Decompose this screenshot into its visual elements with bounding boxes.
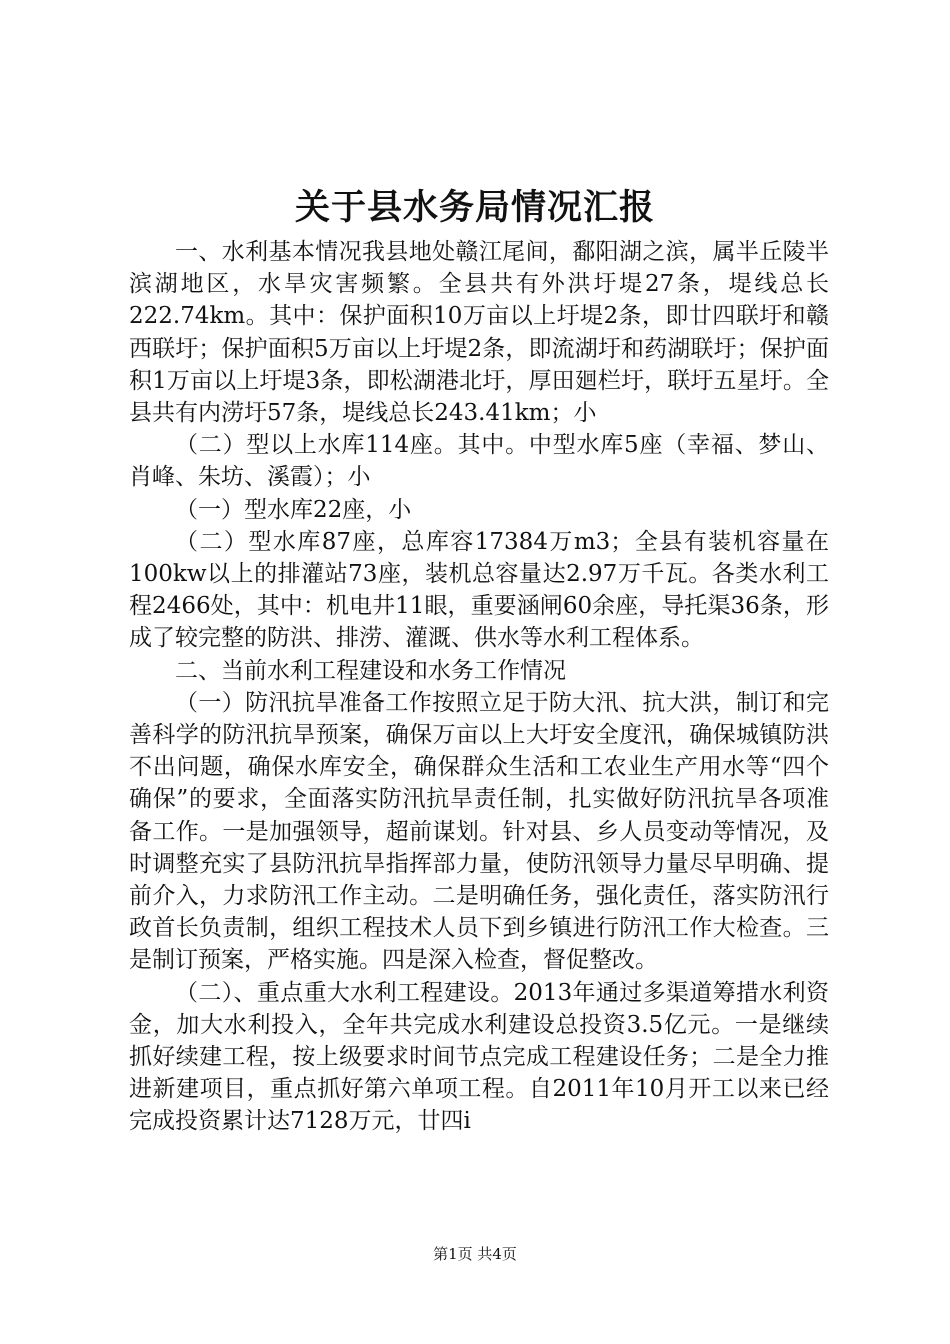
paragraph: （二）、重点重大水利工程建设。2013年通过多渠道筹措水利资金，加大水利投入，全年共完成水利建设总投资3.5亿元。一是继续抓好续建工程，按上级要求时间节点完成工程建设任务；二是全力推进新建项目，重点抓好第六单项工程。自2011年10月开工以来已经完成投资累计达7128万元，廿四i (129, 979, 829, 1135)
paragraph: （二）型以上水库114座。其中。中型水库5座（幸福、梦山、肖峰、朱坊、溪霞）；小 (129, 432, 829, 491)
paragraph: 二、当前水利工程建设和水务工作情况 (175, 657, 566, 684)
paragraph: （一）型水库22座，小 (175, 496, 412, 523)
page-number-footer: 第1页 共4页 (433, 1245, 517, 1263)
document-title: 关于县水务局情况汇报 (294, 187, 655, 228)
paragraph: （一）防汛抗旱准备工作按照立足于防大汛、抗大洪，制订和完善科学的防汛抗旱预案，确保万亩以上大圩安全度汛，确保城镇防洪不出问题，确保水库安全，确保群众生活和工农业生产用水等“四个确保”的要求，全面落实防汛抗旱责任制，扎实做好防汛抗旱各项准备工作。一是加强领导，超前谋划。针对县、乡人员变动等情况，及时调整充实了县防汛抗旱指挥部力量，使防汛领导力量尽早明确、提前介入，力求防汛工作主动。二是明确任务，强化责任，落实防汛行政首长负责制，组织工程技术人员下到乡镇进行防汛工作大检查。三是制订预案，严格实施。四是深入检查，督促整改。 (129, 689, 829, 974)
paragraph: 一、水利基本情况我县地处赣江尾间，鄱阳湖之滨，属半丘陵半滨湖地区，水旱灾害频繁。全县共有外洪圩堤27条，堤线总长222.74km。其中：保护面积10万亩以上圩堤2条，即廿四联圩和赣西联圩；保护面积5万亩以上圩堤2条，即流湖圩和药湖联圩；保护面积1万亩以上圩堤3条，即松湖港北圩，厚田廻栏圩，联圩五星圩。全县共有内涝圩57条，堤线总长243.41km；小 (129, 239, 829, 427)
paragraph: （二）型水库87座，总库容17384万m3；全县有装机容量在100kw以上的排灌站73座，装机总容量达2.97万千瓦。各类水利工程2466处，其中：机电井11眼，重要涵闸60余座，导托渠36条，形成了较完整的防洪、排涝、灌溉、供水等水利工程体系。 (129, 528, 829, 652)
document-body (129, 236, 829, 1138)
